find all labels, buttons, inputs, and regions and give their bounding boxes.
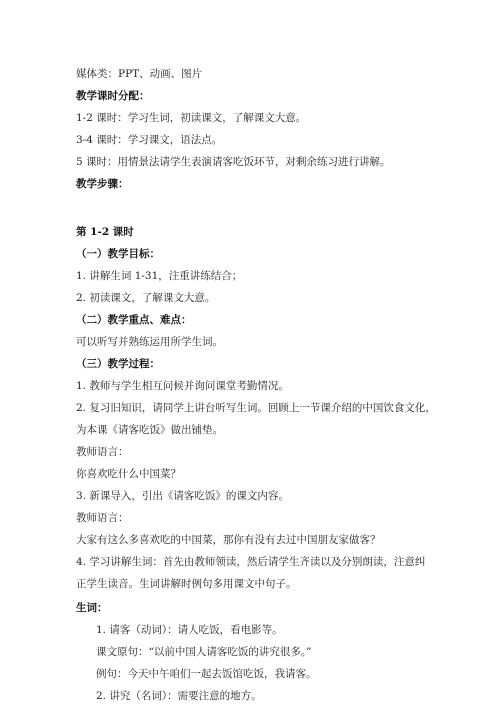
process-heading: （三）教学过程： — [76, 358, 160, 370]
period-5: 5 课时：用情景法请学生表演请客吃饭环节，对剩余练习进行讲解。 — [76, 156, 391, 168]
vocab-item-1-text: 课文原句：“以前中国人请客吃饭的讲究很多。” — [96, 646, 312, 658]
focus-text: 可以听写并熟练运用所学生词。 — [76, 336, 223, 348]
teacher-language-label: 教师语言： — [76, 446, 129, 458]
vocab-item-1-example: 例句：今天中午咱们一起去饭馆吃饭，我请客。 — [96, 668, 317, 680]
step-1: 1. 教师与学生相互问候并询问课堂考勤情况。 — [76, 380, 289, 392]
vocab-heading: 生词： — [76, 602, 108, 614]
periods-heading: 教学课时分配： — [76, 90, 150, 102]
goals-heading: （一）教学目标： — [76, 248, 160, 260]
period-1-2: 1-2 课时：学习生词，初读课文，了解课文大意。 — [76, 112, 307, 124]
step-2-continued: 为本课《请客吃饭》做出铺垫。 — [76, 424, 223, 436]
goal-2: 2. 初读课文，了解课文大意。 — [76, 292, 216, 304]
focus-heading: （二）教学重点、难点： — [76, 314, 192, 326]
steps-heading: 教学步骤： — [76, 178, 129, 190]
question-2: 大家有这么多喜欢吃的中国菜，那你有没有去过中国朋友家做客？ — [76, 534, 381, 546]
goal-1: 1. 讲解生词 1-31，注重讲练结合； — [76, 270, 243, 282]
step-2: 2. 复习旧知识，请同学上讲台听写生词。回顾上一节课介绍的中国饮食文化， — [76, 402, 436, 414]
period-3-4: 3-4 课时：学习课文，语法点。 — [76, 134, 223, 146]
vocab-item-2: 2. 讲究（名词）：需要注意的地方。 — [96, 690, 262, 702]
step-3: 3. 新课导入，引出《请客吃饭》的课文内容。 — [76, 490, 289, 502]
media-line: 媒体类：PPT、动画、图片 — [76, 68, 203, 80]
teacher-language-label: 教师语言： — [76, 512, 129, 524]
vocab-item-1: 1. 请客（动词）：请人吃饭，看电影等。 — [96, 624, 283, 636]
question-1: 你喜欢吃什么中国菜？ — [76, 468, 181, 480]
step-4: 4. 学习讲解生词：首先由教师领读，然后请学生齐读以及分别朗读，注意纠正学生读音。生词讲解时例句多用课文中句子。 — [76, 556, 426, 590]
lesson-heading: 第 1-2 课时 — [76, 226, 134, 238]
